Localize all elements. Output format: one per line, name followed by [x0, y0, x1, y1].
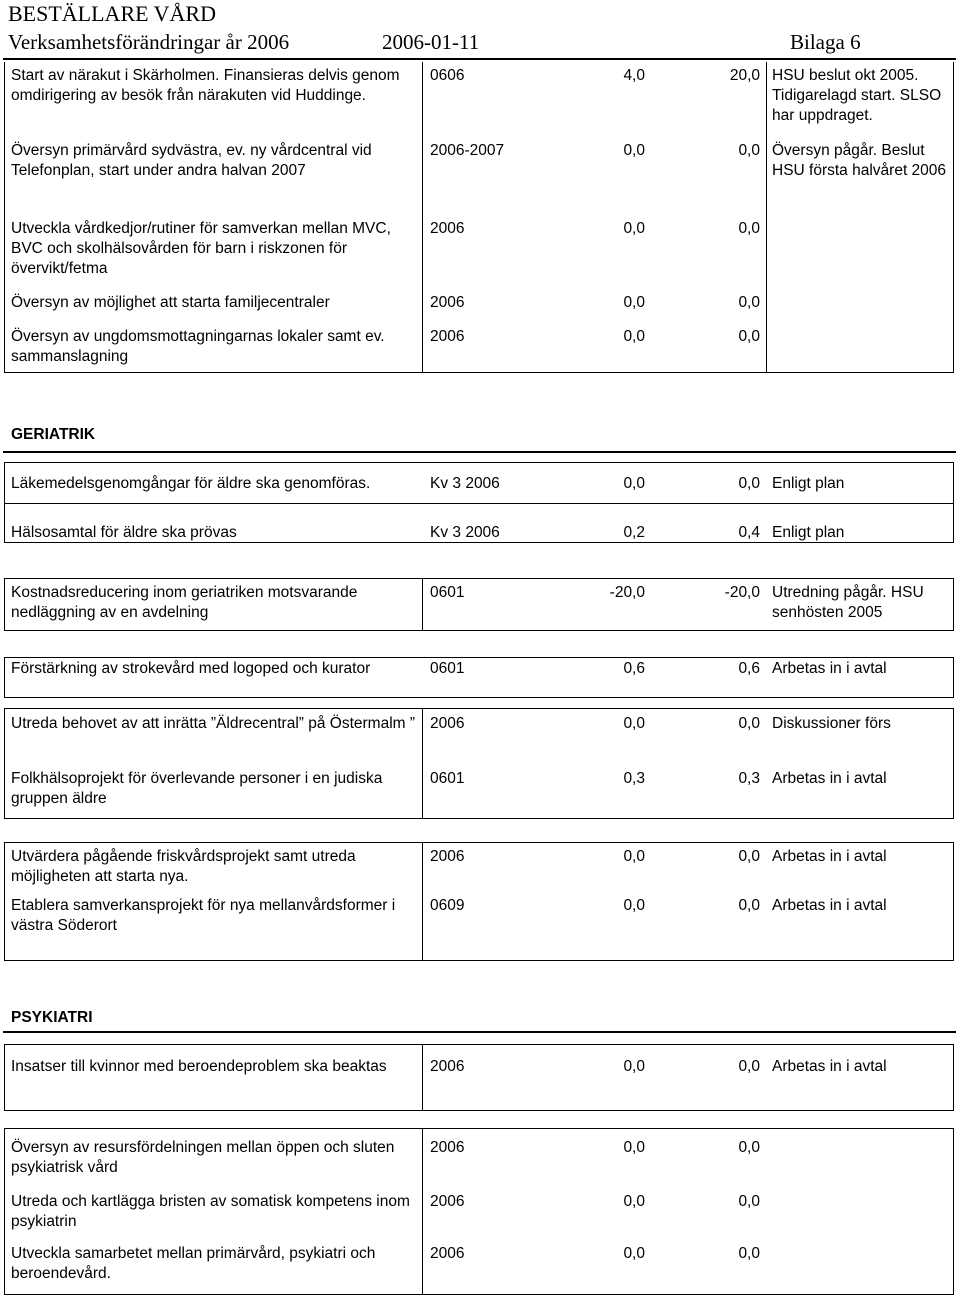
- row-comment: Arbetas in i avtal: [772, 660, 887, 677]
- row-start: 2006: [430, 1139, 465, 1156]
- row-start: 0601: [430, 584, 465, 601]
- table-row-border: [4, 1294, 954, 1295]
- table-border-right: [953, 708, 954, 818]
- row-description: Utveckla vårdkedjor/rutiner för samverkan mellan MVC, BVC och skolhälsovården för barn i riskzonen för övervikt/fetma: [11, 220, 391, 277]
- row-start: 2006: [430, 1058, 465, 1075]
- row-description: Översyn av möjlighet att starta familjecentraler: [11, 294, 330, 311]
- table-border-right: [953, 657, 954, 697]
- row-comment: Arbetas in i avtal: [772, 770, 887, 787]
- row-value-full-year: -20,0: [724, 584, 760, 601]
- table-row-border: [4, 960, 954, 961]
- row-description: Start av närakut i Skärholmen. Finansieras delvis genom omdirigering av besök från närakuten vid Huddinge.: [11, 67, 400, 104]
- row-start: 2006: [430, 715, 465, 732]
- table-border-right: [953, 842, 954, 960]
- section-rule: [3, 451, 956, 453]
- row-value-full-year: 0,0: [738, 294, 760, 311]
- row-description: Utvärdera pågående friskvårdsprojekt samt utreda möjligheten att starta nya.: [11, 848, 356, 885]
- row-comment: Enligt plan: [772, 475, 845, 492]
- table-row-border: [4, 630, 954, 631]
- table-border-left: [4, 578, 5, 630]
- row-value-2006: 0,0: [623, 1193, 645, 1210]
- row-value-full-year: 0,0: [738, 220, 760, 237]
- row-description: Insatser till kvinnor med beroendeproblem ska beaktas: [11, 1058, 387, 1075]
- row-description: Förstärkning av strokevård med logoped och kurator: [11, 660, 371, 677]
- row-value-full-year: 0,0: [738, 1139, 760, 1156]
- table-border-right: [953, 1128, 954, 1294]
- row-start: Kv 3 2006: [430, 475, 500, 492]
- table-divider: [766, 62, 767, 372]
- table-row-border: [4, 503, 954, 504]
- table-row-border: [4, 818, 954, 819]
- table-border-left: [4, 708, 5, 818]
- row-value-full-year: 0,0: [738, 1058, 760, 1075]
- row-start: Kv 3 2006: [430, 524, 500, 541]
- row-value-full-year: 0,0: [738, 848, 760, 865]
- row-start: 2006-2007: [430, 142, 505, 159]
- row-description: Översyn av ungdomsmottagningarnas lokaler samt ev. sammanslagning: [11, 328, 385, 365]
- table-border-left: [4, 1044, 5, 1110]
- row-start: 2006: [430, 294, 465, 311]
- row-value-full-year: 0,0: [738, 897, 760, 914]
- table-border-right: [953, 62, 954, 372]
- document-subtitle: Verksamhetsförändringar år 2006: [8, 30, 290, 54]
- row-comment: Utredning pågår. HSU senhösten 2005: [772, 584, 924, 621]
- row-value-2006: 0,0: [623, 328, 645, 345]
- section-heading-psykiatri: PSYKIATRI: [11, 1009, 93, 1026]
- table-border-right: [953, 462, 954, 542]
- section-heading-geriatrik: GERIATRIK: [11, 426, 96, 443]
- row-description: Kostnadsreducering inom geriatriken motsvarande nedläggning av en avdelning: [11, 584, 358, 621]
- table-border-right: [953, 1044, 954, 1110]
- document-title: BESTÄLLARE VÅRD: [8, 1, 216, 26]
- row-value-2006: -20,0: [609, 584, 645, 601]
- row-description: Hälsosamtal för äldre ska prövas: [11, 524, 237, 541]
- row-value-2006: 0,0: [623, 848, 645, 865]
- row-value-2006: 0,0: [623, 1058, 645, 1075]
- row-start: 0609: [430, 897, 465, 914]
- row-value-2006: 0,0: [623, 294, 645, 311]
- table-row-border: [4, 462, 954, 463]
- row-description: Översyn primärvård sydvästra, ev. ny vårdcentral vid Telefonplan, start under andra halvan 2007: [11, 142, 372, 179]
- row-start: 0601: [430, 660, 465, 677]
- row-description: Översyn av resursfördelningen mellan öppen och sluten psykiatrisk vård: [11, 1139, 395, 1176]
- row-comment: Översyn pågår. Beslut HSU första halvåret 2006: [772, 142, 947, 179]
- table-border-right: [953, 578, 954, 630]
- table-row-border: [4, 842, 954, 843]
- table-divider: [422, 708, 423, 818]
- row-start: 2006: [430, 848, 465, 865]
- table-row-border: [4, 578, 954, 579]
- row-start: 2006: [430, 328, 465, 345]
- table-border-left: [4, 1128, 5, 1294]
- row-value-2006: 0,6: [623, 660, 645, 677]
- row-comment: Diskussioner förs: [772, 715, 891, 732]
- row-value-2006: 0,0: [623, 142, 645, 159]
- row-value-2006: 0,2: [623, 524, 645, 541]
- table-border-left: [4, 462, 5, 542]
- row-comment: Arbetas in i avtal: [772, 848, 887, 865]
- row-description: Etablera samverkansprojekt för nya mellanvårdsformer i västra Söderort: [11, 897, 396, 934]
- table-row-border: [4, 657, 954, 658]
- table-row-border: [4, 1044, 954, 1045]
- table-row-border: [4, 1128, 954, 1129]
- row-start: 0601: [430, 770, 465, 787]
- row-value-2006: 0,0: [623, 897, 645, 914]
- row-value-full-year: 0,0: [738, 475, 760, 492]
- row-value-2006: 4,0: [623, 67, 645, 84]
- row-description: Folkhälsoprojekt för överlevande personer i en judiska gruppen äldre: [11, 770, 383, 807]
- row-value-full-year: 0,0: [738, 1245, 760, 1262]
- row-value-2006: 0,0: [623, 715, 645, 732]
- header-rule: [3, 58, 956, 60]
- row-value-full-year: 0,3: [738, 770, 760, 787]
- row-value-full-year: 20,0: [729, 67, 760, 84]
- row-description: Läkemedelsgenomgångar för äldre ska genomföras.: [11, 475, 371, 492]
- table-row-border: [4, 697, 954, 698]
- row-value-2006: 0,3: [623, 770, 645, 787]
- row-value-full-year: 0,0: [738, 1193, 760, 1210]
- table-row-border: [4, 1110, 954, 1111]
- table-divider: [422, 62, 423, 372]
- row-value-2006: 0,0: [623, 475, 645, 492]
- row-comment: Arbetas in i avtal: [772, 897, 887, 914]
- row-value-full-year: 0,0: [738, 715, 760, 732]
- table-divider: [422, 1128, 423, 1294]
- table-row-border: [4, 708, 954, 709]
- table-bottom-border: [4, 372, 954, 373]
- row-value-full-year: 0,6: [738, 660, 760, 677]
- row-value-2006: 0,0: [623, 220, 645, 237]
- table-border-left: [4, 62, 5, 372]
- table-divider: [422, 578, 423, 630]
- row-comment: HSU beslut okt 2005. Tidigarelagd start. SLSO har uppdraget.: [772, 67, 942, 124]
- row-start: 2006: [430, 1193, 465, 1210]
- row-value-full-year: 0,0: [738, 328, 760, 345]
- row-description: Utreda behovet av att inrätta ”Äldrecentral” på Östermalm ”: [11, 715, 416, 732]
- row-comment: Enligt plan: [772, 524, 845, 541]
- table-divider: [422, 842, 423, 960]
- appendix-label: Bilaga 6: [790, 30, 861, 54]
- table-border-left: [4, 657, 5, 697]
- row-value-2006: 0,0: [623, 1139, 645, 1156]
- row-description: Utveckla samarbetet mellan primärvård, psykiatri och beroendevård.: [11, 1245, 376, 1282]
- table-divider: [422, 1044, 423, 1110]
- section-rule: [3, 1031, 956, 1033]
- row-start: 0606: [430, 67, 465, 84]
- row-value-2006: 0,0: [623, 1245, 645, 1262]
- row-start: 2006: [430, 220, 465, 237]
- row-value-full-year: 0,0: [738, 142, 760, 159]
- row-value-full-year: 0,4: [738, 524, 760, 541]
- document-date: 2006-01-11: [382, 30, 480, 54]
- row-comment: Arbetas in i avtal: [772, 1058, 887, 1075]
- row-description: Utreda och kartlägga bristen av somatisk kompetens inom psykiatrin: [11, 1193, 410, 1230]
- table-border-left: [4, 842, 5, 960]
- row-start: 2006: [430, 1245, 465, 1262]
